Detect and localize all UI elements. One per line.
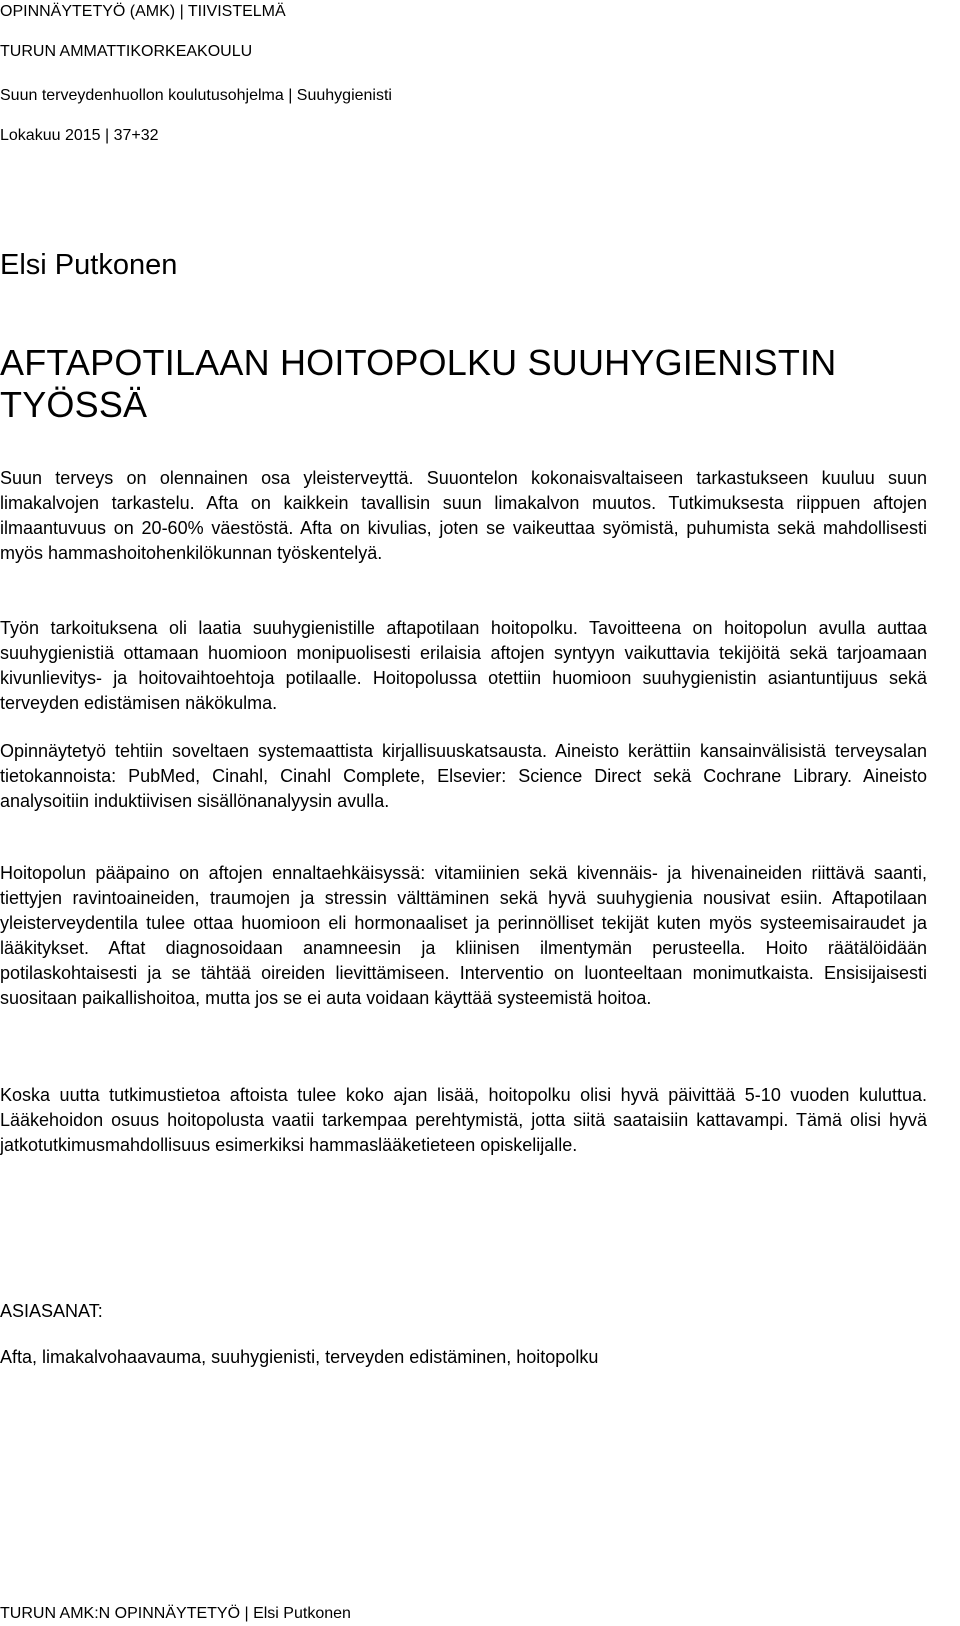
- programme-line: Suun terveydenhuollon koulutusohjelma | Suuhygienisti: [0, 87, 392, 104]
- abstract-paragraph-1: Suun terveys on olennainen osa yleisterveyttä. Suuontelon kokonaisvaltaiseen tarkastukseen kuuluu suun limakalvojen tarkastelu. Afta on kaikkein tavallisin suun limakalvon muutos. Tutkimuksesta riippuen aftojen ilmaantuvuus on 20-60% väestöstä. Afta on kivulias, joten se vaikeuttaa syömistä, puhumista sekä mahdollisesti myös hammashoitohenkilökunnan työskentelyä.: [0, 468, 927, 563]
- date-pages-line: Lokakuu 2015 | 37+32: [0, 127, 159, 144]
- abstract-paragraph-2: Työn tarkoituksena oli laatia suuhygienistille aftapotilaan hoitopolku. Tavoitteena on hoitopolun avulla auttaa suuhygienistiä ottamaan huomioon monipuolisesti erilaisia aftojen syntyyn vaikuttavia tekijöitä sekä tarjoamaan kivunlievitys- ja hoitovaihtoehtoja potilaalle. Hoitopolussa otettiin huomioon suuhygienistin asiantuntijuus sekä terveyden edistämisen näkökulma.: [0, 618, 927, 713]
- keywords-list: Afta, limakalvohaavauma, suuhygienisti, terveyden edistäminen, hoitopolku: [0, 1347, 599, 1367]
- keywords-label: ASIASANAT:: [0, 1301, 103, 1321]
- thesis-title: AFTAPOTILAAN HOITOPOLKU SUUHYGIENISTIN TYÖSSÄ: [0, 342, 837, 425]
- thesis-type-line: OPINNÄYTETYÖ (AMK) | TIIVISTELMÄ: [0, 3, 286, 20]
- author-name: Elsi Putkonen: [0, 249, 178, 281]
- abstract-paragraph-3: Opinnäytetyö tehtiin soveltaen systemaattista kirjallisuuskatsausta. Aineisto kerättiin kansainvälisistä terveysalan tietokannoista: PubMed, Cinahl, Cinahl Complete, Elsevier: Science Direct sekä Cochrane Library. Aineisto analysoitiin induktiivisen sisällönanalyysin avulla.: [0, 741, 927, 811]
- page-footer: TURUN AMK:N OPINNÄYTETYÖ | Elsi Putkonen: [0, 1605, 351, 1622]
- abstract-paragraph-4: Hoitopolun pääpaino on aftojen ennaltaehkäisyssä: vitamiinien sekä kivennäis- ja hivenaineiden riittävä saanti, tiettyjen ravintoaineiden, traumojen ja stressin välttäminen sekä hyvä suuhygienia nousivat esiin. Aftapotilaan yleisterveydentila tulee ottaa huomioon eli hormonaaliset ja perinnölliset tekijät kuten myös systeemisairaudet ja lääkitykset. Aftat diagnosoidaan anamneesin ja kliinisen ilmentymän perusteella. Hoito räätälöidään potilaskohtaisesti ja se tähtää oireiden lievittämiseen. Interventio on luonteeltaan monimutkaista. Ensisijaisesti suositaan paikallishoitoa, mutta jos se ei auta voidaan käyttää systeemistä hoitoa.: [0, 863, 927, 1008]
- abstract-paragraph-5: Koska uutta tutkimustietoa aftoista tulee koko ajan lisää, hoitopolku olisi hyvä päivittää 5-10 vuoden kuluttua. Lääkehoidon osuus hoitopolusta vaatii tarkempaa perehtymistä, jotta siitä saataisiin kattavampi. Tämä olisi hyvä jatkotutkimusmahdollisuus esimerkiksi hammaslääketieteen opiskelijalle.: [0, 1085, 927, 1155]
- institution-line: TURUN AMMATTIKORKEAKOULU: [0, 43, 253, 60]
